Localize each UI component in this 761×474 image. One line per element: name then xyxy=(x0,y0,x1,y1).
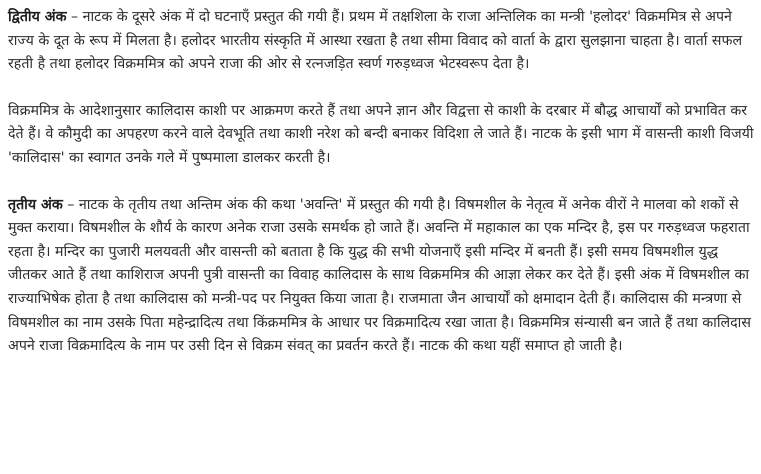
kalidas-kashi-text: विक्रममित्र के आदेशानुसार कालिदास काशी पर आक्रमण करते हैं तथा अपने ज्ञान और विद्वत्ता से काशी के दरबार में बौद्ध आचार्यों को प्रभावित कर देते हैं। वे कौमुदी का अपहरण करने वाले देवभूति तथा काशी नरेश को बन्दी बनाकर विदिशा ले जाते हैं। नाटक के इसी भाग में वासन्ती काशी विजयी 'कालिदास' का स्वागत उनके गले में पुष्पमाला डालकर करती है। xyxy=(8,102,754,166)
act-two-heading: द्वितीय अंक xyxy=(8,9,67,25)
act-three-text: – नाटक के तृतीय तथा अन्तिम अंक की कथा 'अवन्ति' में प्रस्तुत की गयी है। विषमशील के नेतृत्व में अनेक वीरों ने मालवा को शकों से मुक्त कराया। विषमशील के शौर्य के कारण अनेक राजा उसके समर्थक हो जाते हैं। अवन्ति में महाकाल का एक मन्दिर है, इस पर गरुड़ध्वज फहराता रहता है। मन्दिर का पुजारी मलयवती और वासन्ती को बताता है कि युद्ध की सभी योजनाएँ इसी मन्दिर में बनती हैं। इसी समय विषमशील युद्ध जीतकर आते हैं तथा काशिराज अपनी पुत्री वासन्ती का विवाह कालिदास के साथ विक्रममित्र की आज्ञा लेकर कर देते हैं। इसी अंक में विषमशील का राज्याभिषेक होता है तथा कालिदास को मन्त्री-पद पर नियुक्त किया जाता है। राजमाता जैन आचार्यों को क्षमादान देती हैं। कालिदास की मन्त्रणा से विषमशील का नाम उसके पिता महेन्द्रादित्य तथा किंक्रममित्र के आधार पर विक्रमादित्य रखा जाता है। विक्रममित्र संन्यासी बन जाते हैं तथा कालिदास अपने राजा विक्रमादित्य के नाम पर उसी दिन से विक्रम संवत् का प्रवर्तन करते हैं। नाटक की कथा यहीं समाप्त हो जाती है। xyxy=(8,196,751,355)
act-two-text: – नाटक के दूसरे अंक में दो घटनाएँ प्रस्तुत की गयी हैं। प्रथम में तक्षशिला के राजा अन्तिलिक का मन्त्री 'हलोदर' विक्रममित्र से अपने राज्य के दूत के रूप में मिलता है। हलोदर भारतीय संस्कृति में आस्था रखता है तथा सीमा विवाद को वार्ता के द्वारा सुलझाना चाहता है। वार्ता सफल रहती है तथा हलोदर विक्रममित्र को अपने राजा की ओर से रत्नजड़ित स्वर्ण गरुड़ध्वज भेटस्वरूप देता है। xyxy=(8,9,743,73)
paragraph-kalidas-kashi xyxy=(8,100,759,171)
act-three-heading: तृतीय अंक xyxy=(8,196,63,213)
paragraph-act-three xyxy=(8,194,759,359)
paragraph-act-two xyxy=(8,6,759,77)
